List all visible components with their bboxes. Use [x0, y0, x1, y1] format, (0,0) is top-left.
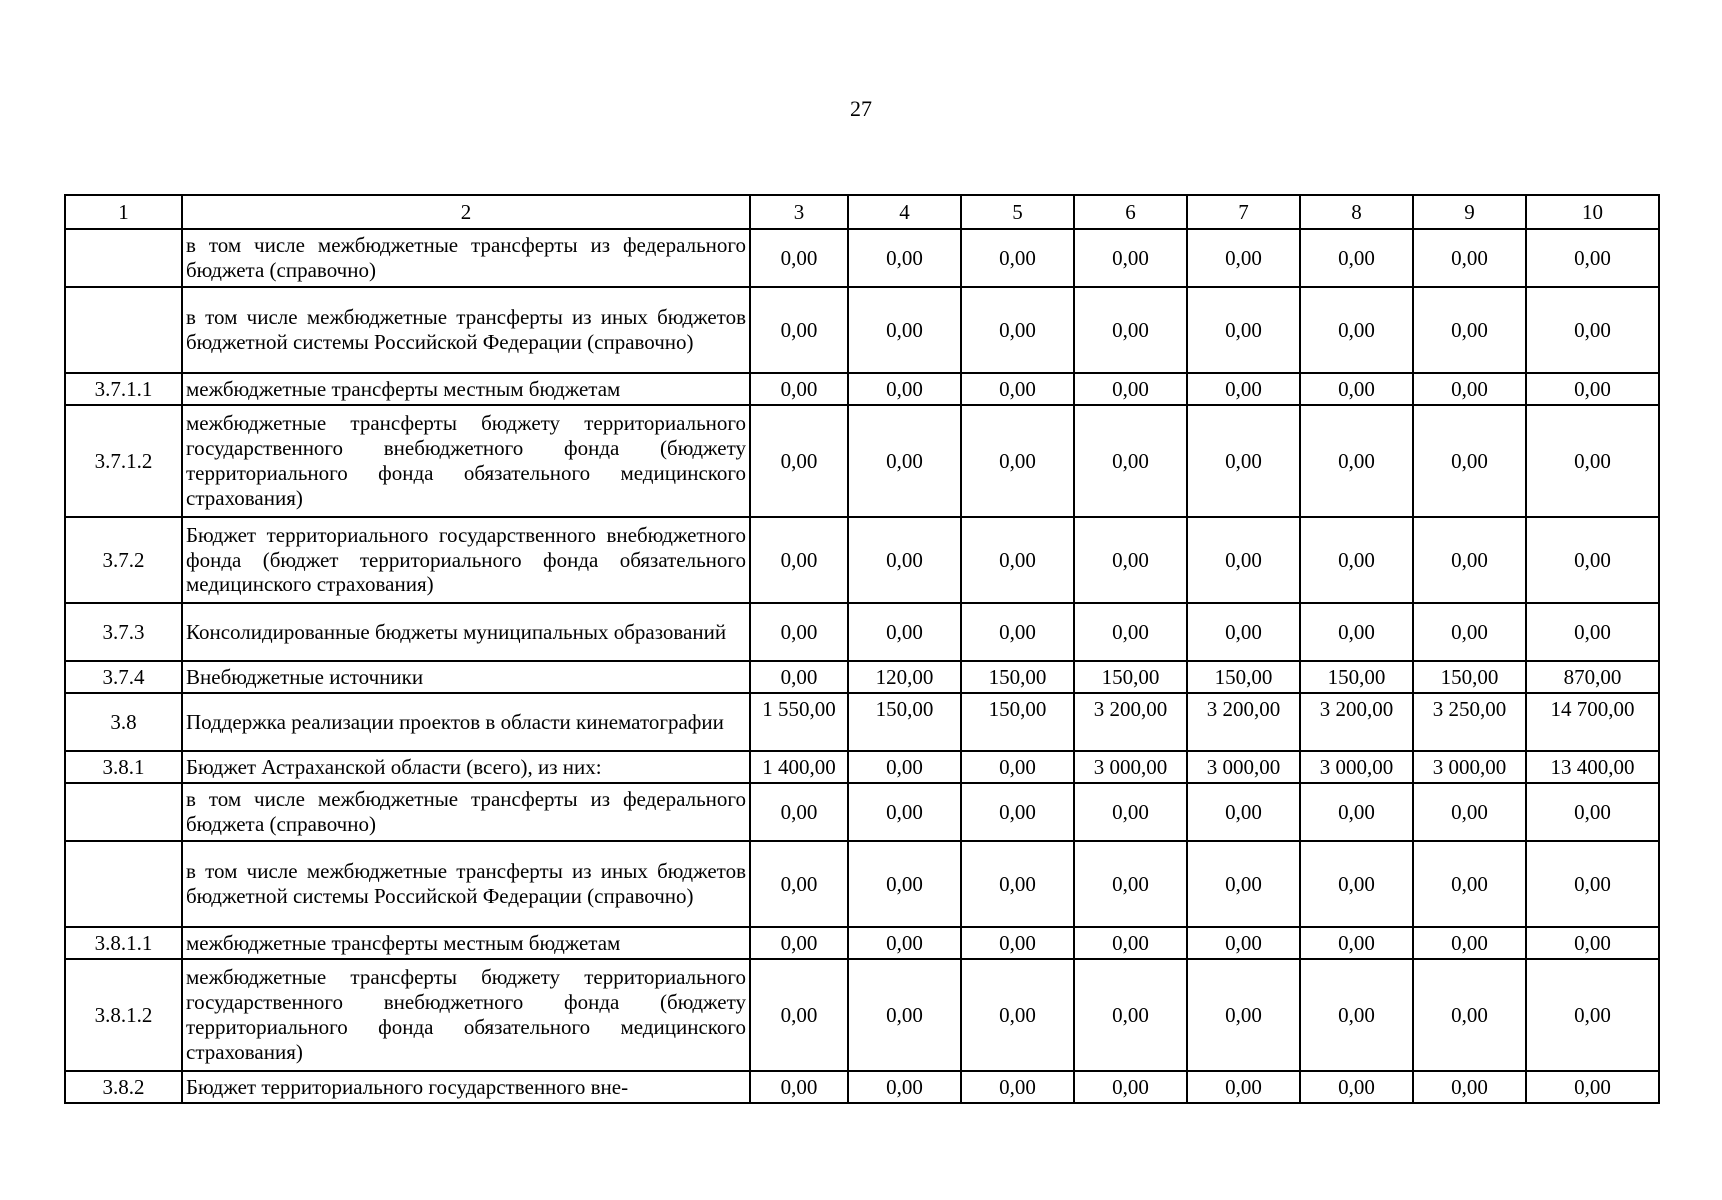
header-row — [65, 195, 1659, 229]
table-row — [65, 405, 1659, 517]
value-cell: 0,00 — [750, 783, 848, 841]
row-description: в том числе межбюджетные трансферты из иных бюджетов бюджетной системы Российской Федерации (справочно) — [182, 841, 750, 927]
row-description: Бюджет территориального государственного внебюджетного фонда (бюджет территориального фонда обязательного медицинского страхования) — [182, 517, 750, 603]
row-code: 3.8 — [65, 693, 182, 751]
column-header: 3 — [750, 195, 848, 229]
value-cell: 0,00 — [750, 405, 848, 517]
value-cell: 0,00 — [1413, 927, 1526, 959]
value-cell: 0,00 — [1074, 603, 1187, 661]
value-cell: 0,00 — [961, 841, 1074, 927]
value-cell: 0,00 — [1300, 841, 1413, 927]
value-cell: 0,00 — [1187, 927, 1300, 959]
value-cell: 0,00 — [848, 1071, 961, 1103]
row-code: 3.7.4 — [65, 661, 182, 693]
column-header: 1 — [65, 195, 182, 229]
value-cell: 0,00 — [1413, 783, 1526, 841]
row-code: 3.7.2 — [65, 517, 182, 603]
value-cell: 0,00 — [1300, 373, 1413, 405]
value-cell: 0,00 — [961, 517, 1074, 603]
value-cell: 0,00 — [1526, 1071, 1659, 1103]
value-cell: 0,00 — [1526, 603, 1659, 661]
value-cell: 0,00 — [848, 603, 961, 661]
table-row — [65, 927, 1659, 959]
value-cell: 0,00 — [1074, 517, 1187, 603]
row-description: межбюджетные трансферты бюджету территориального государственного внебюджетного фонда (бюджету территориального фонда обязательного медицинского страхования) — [182, 959, 750, 1071]
value-cell: 150,00 — [961, 693, 1074, 751]
value-cell: 0,00 — [1413, 841, 1526, 927]
column-header: 4 — [848, 195, 961, 229]
value-cell: 0,00 — [1074, 959, 1187, 1071]
value-cell: 0,00 — [1526, 783, 1659, 841]
value-cell: 0,00 — [1300, 927, 1413, 959]
value-cell: 3 200,00 — [1300, 693, 1413, 751]
value-cell: 13 400,00 — [1526, 751, 1659, 783]
value-cell: 0,00 — [750, 1071, 848, 1103]
value-cell: 3 200,00 — [1187, 693, 1300, 751]
value-cell: 0,00 — [1413, 517, 1526, 603]
value-cell: 3 000,00 — [1300, 751, 1413, 783]
page-number: 27 — [850, 96, 872, 121]
value-cell: 0,00 — [750, 287, 848, 373]
value-cell: 0,00 — [1187, 783, 1300, 841]
value-cell: 0,00 — [750, 841, 848, 927]
row-code — [65, 783, 182, 841]
column-header: 10 — [1526, 195, 1659, 229]
value-cell: 0,00 — [1413, 959, 1526, 1071]
value-cell: 0,00 — [1187, 1071, 1300, 1103]
table-row — [65, 783, 1659, 841]
row-description: Поддержка реализации проектов в области кинематографии — [182, 693, 750, 751]
value-cell: 3 000,00 — [1187, 751, 1300, 783]
value-cell: 150,00 — [848, 693, 961, 751]
table-row — [65, 287, 1659, 373]
table-row — [65, 751, 1659, 783]
value-cell: 0,00 — [750, 373, 848, 405]
row-description: межбюджетные трансферты бюджету территориального государственного внебюджетного фонда (бюджету территориального фонда обязательного медицинского страхования) — [182, 405, 750, 517]
row-code — [65, 229, 182, 287]
value-cell: 1 550,00 — [750, 693, 848, 751]
value-cell: 0,00 — [1413, 1071, 1526, 1103]
row-code: 3.7.3 — [65, 603, 182, 661]
value-cell: 0,00 — [1300, 1071, 1413, 1103]
value-cell: 0,00 — [1074, 1071, 1187, 1103]
value-cell: 0,00 — [1413, 229, 1526, 287]
value-cell: 150,00 — [1413, 661, 1526, 693]
value-cell: 0,00 — [848, 841, 961, 927]
row-description: Внебюджетные источники — [182, 661, 750, 693]
value-cell: 0,00 — [1526, 373, 1659, 405]
value-cell: 0,00 — [848, 405, 961, 517]
value-cell: 0,00 — [1187, 841, 1300, 927]
row-code — [65, 287, 182, 373]
value-cell: 3 200,00 — [1074, 693, 1187, 751]
value-cell: 0,00 — [848, 229, 961, 287]
value-cell: 0,00 — [961, 603, 1074, 661]
table-row — [65, 661, 1659, 693]
column-header: 7 — [1187, 195, 1300, 229]
row-code — [65, 841, 182, 927]
value-cell: 0,00 — [1526, 841, 1659, 927]
value-cell: 0,00 — [1413, 287, 1526, 373]
value-cell: 0,00 — [1187, 405, 1300, 517]
column-header: 9 — [1413, 195, 1526, 229]
value-cell: 0,00 — [1413, 603, 1526, 661]
row-description: в том числе межбюджетные трансферты из федерального бюджета (справочно) — [182, 229, 750, 287]
row-code: 3.7.1.2 — [65, 405, 182, 517]
column-header: 2 — [182, 195, 750, 229]
row-code: 3.8.1.1 — [65, 927, 182, 959]
value-cell: 0,00 — [750, 959, 848, 1071]
value-cell: 0,00 — [1526, 405, 1659, 517]
value-cell: 0,00 — [961, 405, 1074, 517]
table-row — [65, 1071, 1659, 1103]
value-cell: 0,00 — [1074, 783, 1187, 841]
value-cell: 0,00 — [1300, 229, 1413, 287]
value-cell: 0,00 — [848, 517, 961, 603]
value-cell: 0,00 — [961, 1071, 1074, 1103]
value-cell: 0,00 — [1187, 373, 1300, 405]
value-cell: 3 250,00 — [1413, 693, 1526, 751]
value-cell: 0,00 — [1413, 405, 1526, 517]
value-cell: 0,00 — [848, 927, 961, 959]
value-cell: 150,00 — [1300, 661, 1413, 693]
value-cell: 0,00 — [1187, 287, 1300, 373]
value-cell: 0,00 — [848, 959, 961, 1071]
table-row — [65, 517, 1659, 603]
table-row — [65, 229, 1659, 287]
row-description: Бюджет Астраханской области (всего), из них: — [182, 751, 750, 783]
table-row — [65, 841, 1659, 927]
value-cell: 150,00 — [961, 661, 1074, 693]
column-header: 8 — [1300, 195, 1413, 229]
row-code: 3.8.2 — [65, 1071, 182, 1103]
value-cell: 0,00 — [848, 751, 961, 783]
row-description: в том числе межбюджетные трансферты из федерального бюджета (справочно) — [182, 783, 750, 841]
column-header: 6 — [1074, 195, 1187, 229]
value-cell: 0,00 — [1526, 517, 1659, 603]
value-cell: 0,00 — [750, 229, 848, 287]
value-cell: 0,00 — [1526, 959, 1659, 1071]
value-cell: 0,00 — [1187, 229, 1300, 287]
value-cell: 0,00 — [1074, 287, 1187, 373]
value-cell: 0,00 — [1187, 517, 1300, 603]
value-cell: 0,00 — [961, 229, 1074, 287]
row-description: межбюджетные трансферты местным бюджетам — [182, 373, 750, 405]
value-cell: 0,00 — [1187, 603, 1300, 661]
value-cell: 150,00 — [1074, 661, 1187, 693]
table-row — [65, 603, 1659, 661]
value-cell: 0,00 — [750, 927, 848, 959]
value-cell: 0,00 — [1526, 927, 1659, 959]
value-cell: 0,00 — [1187, 959, 1300, 1071]
value-cell: 0,00 — [961, 373, 1074, 405]
value-cell: 0,00 — [1300, 783, 1413, 841]
value-cell: 0,00 — [961, 959, 1074, 1071]
value-cell: 0,00 — [1413, 373, 1526, 405]
value-cell: 3 000,00 — [1074, 751, 1187, 783]
row-code: 3.7.1.1 — [65, 373, 182, 405]
table-row — [65, 959, 1659, 1071]
value-cell: 0,00 — [1526, 229, 1659, 287]
value-cell: 120,00 — [848, 661, 961, 693]
value-cell: 0,00 — [1074, 405, 1187, 517]
value-cell: 150,00 — [1187, 661, 1300, 693]
value-cell: 0,00 — [848, 287, 961, 373]
value-cell: 0,00 — [1300, 287, 1413, 373]
value-cell: 0,00 — [1074, 841, 1187, 927]
value-cell: 0,00 — [1300, 405, 1413, 517]
value-cell: 0,00 — [1074, 373, 1187, 405]
table-row — [65, 693, 1659, 751]
value-cell: 3 000,00 — [1413, 751, 1526, 783]
table-row — [65, 373, 1659, 405]
value-cell: 0,00 — [1300, 517, 1413, 603]
row-description: Бюджет территориального государственного вне- — [182, 1071, 750, 1103]
value-cell: 0,00 — [750, 661, 848, 693]
value-cell: 0,00 — [961, 927, 1074, 959]
row-description: в том числе межбюджетные трансферты из иных бюджетов бюджетной системы Российской Федерации (справочно) — [182, 287, 750, 373]
table-body — [65, 229, 1659, 1103]
value-cell: 0,00 — [961, 751, 1074, 783]
row-code: 3.8.1.2 — [65, 959, 182, 1071]
value-cell: 0,00 — [848, 373, 961, 405]
row-description: Консолидированные бюджеты муниципальных образований — [182, 603, 750, 661]
value-cell: 0,00 — [1526, 287, 1659, 373]
value-cell: 0,00 — [750, 517, 848, 603]
column-header: 5 — [961, 195, 1074, 229]
value-cell: 1 400,00 — [750, 751, 848, 783]
value-cell: 0,00 — [1300, 603, 1413, 661]
value-cell: 0,00 — [961, 287, 1074, 373]
value-cell: 0,00 — [961, 783, 1074, 841]
value-cell: 0,00 — [848, 783, 961, 841]
value-cell: 0,00 — [1074, 927, 1187, 959]
row-description: межбюджетные трансферты местным бюджетам — [182, 927, 750, 959]
row-code: 3.8.1 — [65, 751, 182, 783]
value-cell: 0,00 — [1300, 959, 1413, 1071]
value-cell: 0,00 — [750, 603, 848, 661]
value-cell: 870,00 — [1526, 661, 1659, 693]
value-cell: 14 700,00 — [1526, 693, 1659, 751]
budget-table — [64, 194, 1660, 1104]
value-cell: 0,00 — [1074, 229, 1187, 287]
